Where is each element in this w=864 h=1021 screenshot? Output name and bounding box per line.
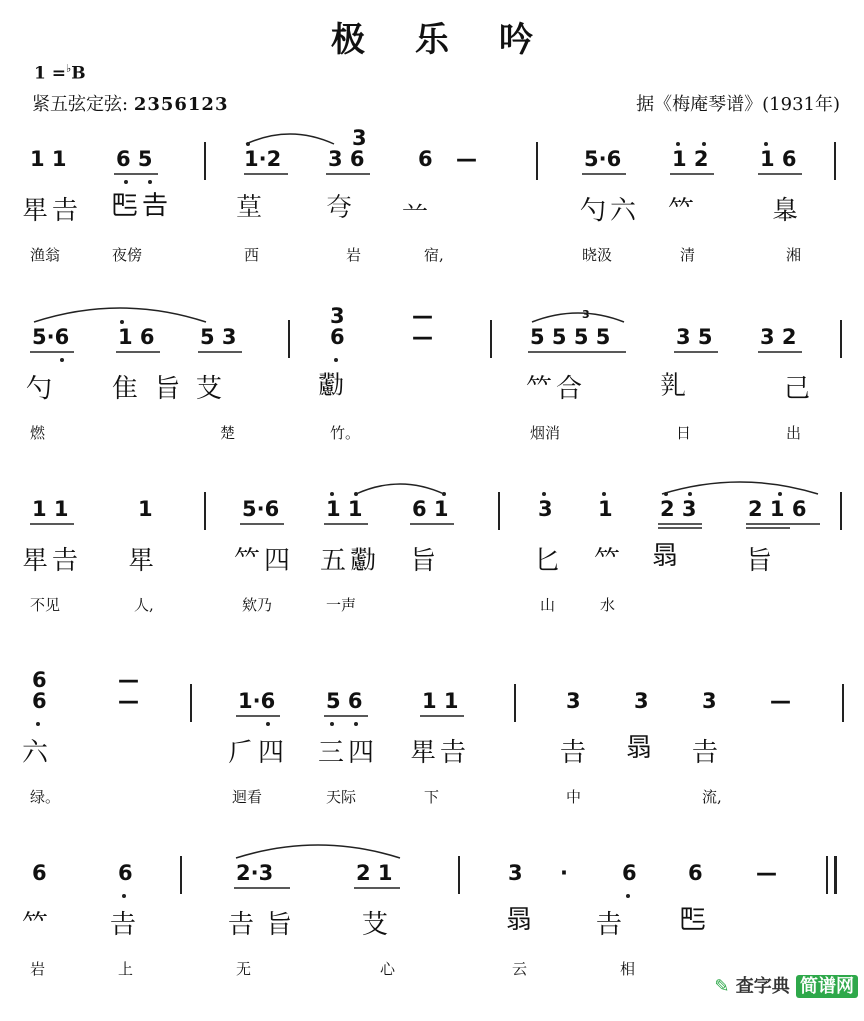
- tablature-char: 𦫿: [196, 374, 227, 404]
- tablature-char: 𥫗合: [526, 374, 587, 404]
- dash: —: [412, 325, 433, 349]
- note-group: 5·6: [32, 325, 70, 349]
- note-group: 2 3: [660, 497, 697, 521]
- lyric: 绿。: [30, 788, 61, 806]
- brand-name: 查字典: [735, 976, 790, 997]
- tablature-char: 六: [22, 738, 53, 768]
- key-note: B: [71, 63, 86, 84]
- tablature-char: 五𠣊: [320, 546, 381, 576]
- lyric: 不见: [30, 596, 61, 614]
- tablature-char: 𠂆四: [228, 738, 289, 768]
- note-group: 6: [118, 861, 133, 885]
- lyric: 湘: [786, 246, 802, 264]
- tablature-char: 旨: [266, 910, 297, 940]
- lyric: 西: [244, 246, 260, 264]
- lyric: 一声: [326, 596, 357, 614]
- note-group: 1 6: [760, 147, 797, 171]
- staff-system-3: [0, 482, 864, 657]
- tablature-char: 䒑: [402, 196, 433, 226]
- staff-system-1: [0, 126, 864, 307]
- note-group: 1 6: [118, 325, 155, 349]
- note-group: 2 1: [356, 861, 393, 885]
- lyric: 宿,: [424, 246, 444, 264]
- upper-note: 6: [32, 668, 47, 692]
- tablature-char: 𦐇: [626, 733, 657, 763]
- dot: ·: [560, 861, 568, 885]
- note-group: 1: [598, 497, 613, 521]
- tablature-char: 𠮷: [692, 738, 723, 768]
- lyric: 夜傍: [112, 246, 143, 264]
- note-group: 6: [32, 689, 47, 713]
- note-group: 3: [538, 497, 553, 521]
- note-group: 5·6: [584, 147, 622, 171]
- upper-note: 3: [352, 126, 367, 150]
- lyric: 岩: [30, 960, 46, 978]
- note-group: 1·6: [238, 689, 276, 713]
- note-group: 1 1: [422, 689, 459, 713]
- note-group: 5 6: [326, 689, 363, 713]
- tablature-char: 𠮷: [560, 738, 591, 768]
- dash: —: [456, 147, 477, 171]
- tablature-char: 旨: [746, 546, 777, 576]
- note-group: 5 5 5 5: [530, 325, 611, 349]
- tablature-char: 勺: [26, 374, 57, 404]
- lyric: 出: [786, 424, 802, 442]
- lyric: 无: [236, 960, 252, 978]
- tablature-char: 𥫗四: [234, 546, 295, 576]
- note-group: 3: [508, 861, 523, 885]
- tablature-char: 三四: [318, 738, 379, 768]
- note-group: 3 2: [760, 325, 797, 349]
- flat-sign: ♭: [66, 62, 72, 75]
- lyric: 渔翁: [30, 246, 61, 264]
- tablature-char: 㽚: [128, 546, 159, 576]
- note-group: 6: [622, 861, 637, 885]
- tablature-char: 𠮷: [596, 910, 627, 940]
- note-group: 6: [688, 861, 703, 885]
- key-signature: [34, 62, 86, 84]
- note-group: 6: [330, 325, 345, 349]
- tablature-char: 㽚𠮷: [410, 738, 471, 768]
- lyric: 心: [380, 960, 396, 978]
- tablature-char: 旨: [410, 546, 441, 576]
- lyric: 清: [680, 246, 696, 264]
- lyric: 日: [676, 424, 692, 442]
- tablature-char: 𦫿: [362, 910, 393, 940]
- note-group: 1 1: [326, 497, 363, 521]
- lyric: 竹。: [330, 424, 361, 442]
- page-title: 极乐吟: [331, 20, 583, 60]
- brand-logo-icon: ✎: [714, 976, 730, 997]
- dash: —: [756, 861, 777, 885]
- source-citation: 据《梅庵琴谱》(1931年): [636, 94, 840, 115]
- lyric: 山: [540, 596, 556, 614]
- note-group: 5 3: [200, 325, 237, 349]
- tablature-char: 𠀧: [680, 905, 711, 935]
- note-group: 1 1: [32, 497, 69, 521]
- lyric: 岩: [346, 246, 362, 264]
- tablature-char: 勺六: [580, 196, 641, 226]
- tuning-notes: 2356123: [133, 94, 229, 115]
- lyric: 楚: [220, 424, 236, 442]
- lyric: 水: [600, 596, 616, 614]
- lyric: 燃: [30, 424, 46, 442]
- lyric: 下: [424, 788, 440, 806]
- tablature-char: 𠀧𠮷: [112, 191, 173, 221]
- staff-system-4: [0, 668, 864, 849]
- lyric: 烟消: [530, 424, 561, 442]
- note-group: 3: [566, 689, 581, 713]
- tablature-char: 𦐇: [652, 541, 683, 571]
- tuning-label: 紧五弦定弦:: [32, 94, 129, 115]
- note-group: 2·3: [236, 861, 274, 885]
- lyric: 人,: [134, 596, 154, 614]
- note-group: 3 5: [676, 325, 713, 349]
- tablature-char: 𠮷: [110, 910, 141, 940]
- note-group: 3: [634, 689, 649, 713]
- lyric: 中: [566, 788, 582, 806]
- tablature-char: 𦤎: [772, 196, 803, 226]
- lyric: 迴看: [232, 788, 263, 806]
- dash: —: [412, 304, 433, 328]
- note-group: 3: [702, 689, 717, 713]
- lyric: 晓汲: [582, 246, 613, 264]
- note-group: 3 6: [328, 147, 365, 171]
- note-group: 1 2: [672, 147, 709, 171]
- dash: —: [118, 689, 139, 713]
- tablature-char: 𥫗: [22, 910, 53, 940]
- tablature-char: 㽚𠮷: [22, 196, 83, 226]
- tablature-char: 匕: [534, 546, 565, 576]
- tablature-char: 己: [784, 374, 815, 404]
- tuning-line: [32, 90, 228, 116]
- lyric: 上: [118, 960, 134, 978]
- lyric: 欸乃: [242, 596, 273, 614]
- triplet-mark: 3: [582, 308, 590, 321]
- note-group: 1 1: [30, 147, 67, 171]
- dash: —: [118, 668, 139, 692]
- tablature-char: 𦐇: [506, 905, 537, 935]
- tablature-char: 𦯖: [236, 193, 267, 223]
- lyric: 流,: [702, 788, 722, 806]
- upper-note: 3: [330, 304, 345, 328]
- tablature-char: 㽚𠮷: [22, 546, 83, 576]
- key-label: 1 =: [34, 63, 66, 84]
- note-group: 1: [138, 497, 153, 521]
- tablature-char: 𥫗: [594, 546, 625, 576]
- note-group: 2 1 6: [748, 497, 807, 521]
- lyric: 天际: [326, 788, 357, 806]
- tablature-char: 𨐐: [660, 371, 691, 401]
- tablature-char: 𥫗: [668, 196, 699, 226]
- note-group: 6 1: [412, 497, 449, 521]
- note-group: 5·6: [242, 497, 280, 521]
- site-watermark: [714, 972, 858, 998]
- dash: —: [770, 689, 791, 713]
- brand-badge: 简谱网: [796, 975, 858, 998]
- tablature-char: 隹 旨: [112, 374, 185, 404]
- note-group: 6: [32, 861, 47, 885]
- note-group: 6: [418, 147, 433, 171]
- staff-system-2: [0, 304, 864, 485]
- note-group: 6 5: [116, 147, 153, 171]
- note-group: 1·2: [244, 147, 282, 171]
- tablature-char: 𡗝: [326, 193, 357, 223]
- tablature-char: 𠮷: [228, 910, 259, 940]
- tablature-char: 𠣊: [318, 371, 349, 401]
- lyric: 相: [620, 960, 636, 978]
- lyric: 云: [512, 960, 528, 978]
